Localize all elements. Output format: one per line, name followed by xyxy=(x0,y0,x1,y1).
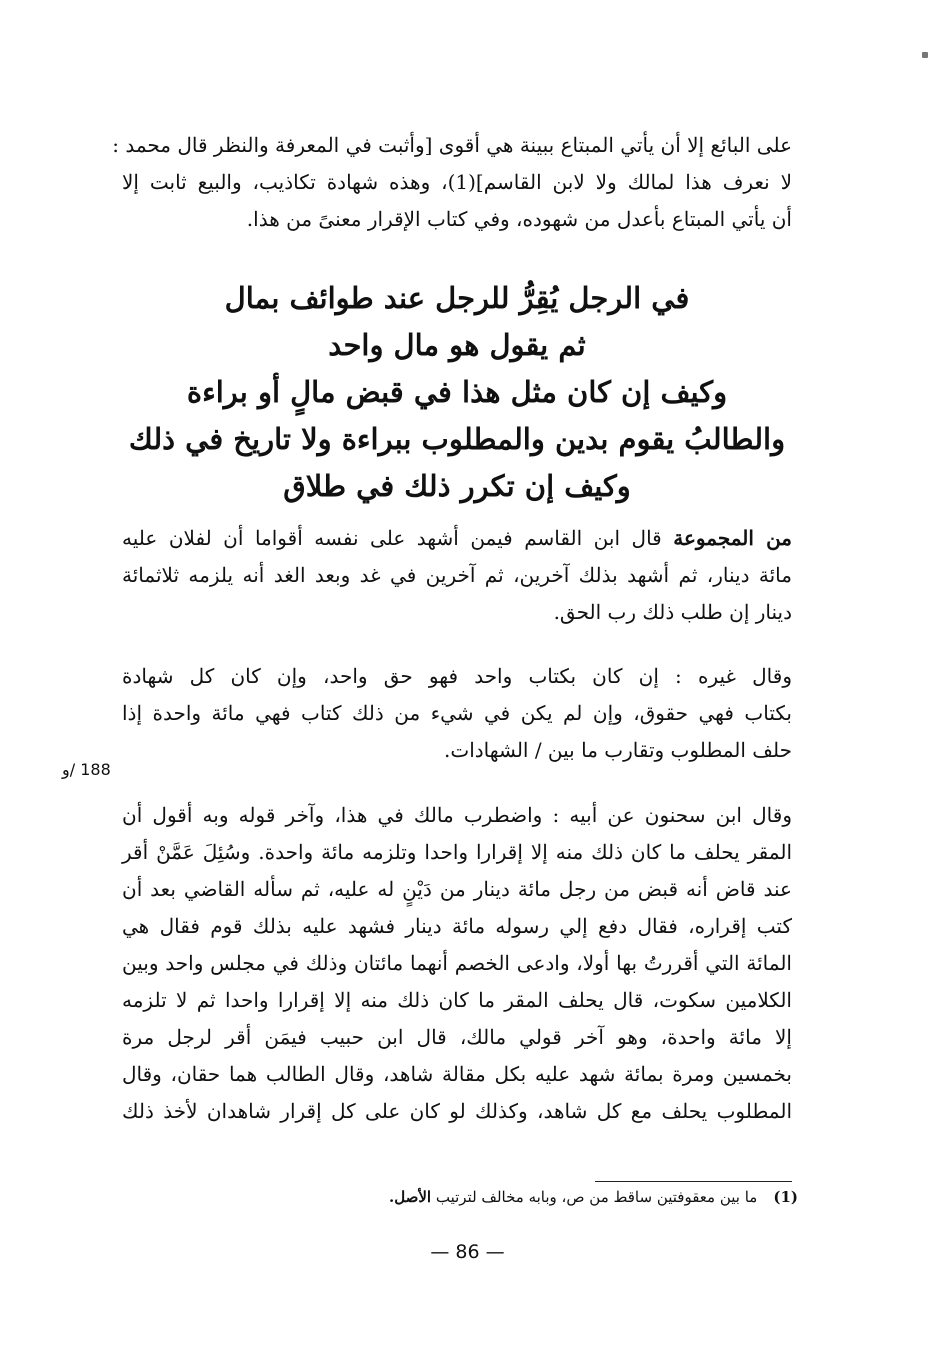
text-line: وقال غيره : إن كان بكتاب واحد فهو حق واحد، وإن كان كل شهادة xyxy=(122,664,792,688)
heading-line: في الرجل يُقِرُّ للرجل عند طوائف بمال xyxy=(224,281,690,315)
text-line: الكلامين سكوت، قال يحلف المقر ما كان ذلك منه إلا إقرارا واحدا ثم لا تلزمه xyxy=(122,988,792,1012)
text-line: على البائع إلا أن يأتي المبتاع ببينة هي أقوى [وأثبت في المعرفة والنظر قال محمد : xyxy=(112,133,792,157)
scan-speck xyxy=(922,52,928,58)
text-line: إلا مائة واحدة، وهو آخر قولي مالك، قال ابن حبيب فيمَن أقر لرجل مرة xyxy=(122,1025,792,1049)
text-line: لا نعرف هذا لمالك ولا لابن القاسم](1)، وهذه شهادة تكاذيب، والبيع ثابت إلا xyxy=(122,170,792,194)
paragraph-majmua xyxy=(122,520,792,631)
section-heading xyxy=(122,275,792,510)
source-label: من المجموعة xyxy=(673,526,793,550)
paragraph-top xyxy=(112,127,792,238)
text-line: المقر يحلف ما كان ذلك منه إلا إقرارا واحدا وتلزمه مائة واحدة. وسُئِلَ عَمَّنْ أقر xyxy=(122,840,792,864)
folio-marginal-note: 188 /و xyxy=(62,760,111,779)
text-line: المائة التي أقررتُ بها أولا، وادعى الخصم أنهما مائتان وذلك في مجلس واحد وبين xyxy=(122,951,792,975)
heading-line: والطالبُ يقوم بدين والمطلوب ببراءة ولا تاريخ في ذلك xyxy=(128,422,786,456)
heading-line: وكيف إن تكرر ذلك في طلاق xyxy=(283,469,631,503)
paragraph-ibn-sahnun xyxy=(122,797,792,1130)
text-line: بخمسين ومرة بمائة شهد عليه بكل مقالة شاهد، وقال الطالب هما حقان، وقال xyxy=(122,1062,792,1086)
footnote xyxy=(330,1188,798,1206)
text-line: حلف المطلوب وتقارب ما بين / الشهادات. xyxy=(444,738,792,762)
paragraph-ghayruh xyxy=(122,658,792,769)
footnote-separator xyxy=(595,1181,792,1182)
heading-line: وكيف إن كان مثل هذا في قبض مالٍ أو براءة xyxy=(186,375,728,409)
text-line xyxy=(122,520,792,557)
footnote-number: (1) xyxy=(773,1188,798,1206)
text-line: عند قاض أنه قبض من رجل مائة دينار من دَيْنٍ له عليه، ثم سأله القاضي بعد أن xyxy=(122,877,792,901)
text-line: دينار إن طلب ذلك رب الحق. xyxy=(553,600,792,624)
footnote-bold-word: الأصل. xyxy=(389,1188,432,1206)
text-line: كتب إقراره، فقال دفع إلي رسوله مائة دينار فشهد عليه بذلك قوم فقال هي xyxy=(122,914,792,938)
text-line: المطلوب يحلف مع كل شاهد، وكذلك لو كان على كل إقرار شاهدان لأخذ ذلك xyxy=(122,1099,792,1123)
text-line: مائة دينار، ثم أشهد بذلك آخرين، ثم آخرين في غد وبعد الغد أنه يلزمه ثلاثمائة xyxy=(122,563,792,587)
page-number: — 86 — xyxy=(430,1241,505,1263)
text-line: بكتاب فهي حقوق، وإن لم يكن في شيء من ذلك كتاب فهي مائة واحدة إذا xyxy=(122,701,792,725)
text-line: أن يأتي المبتاع بأعدل من شهوده، وفي كتاب الإقرار معنىً من هذا. xyxy=(246,207,792,231)
text-fragment: قال ابن القاسم فيمن أشهد على نفسه أقواما أن لفلان عليه xyxy=(122,526,674,550)
heading-line: ثم يقول هو مال واحد xyxy=(328,328,586,362)
footnote-text: ما بين معقوفتين ساقط من ص، وبابه مخالف لترتيب xyxy=(431,1188,758,1206)
text-line: وقال ابن سحنون عن أبيه : واضطرب مالك في هذا، وآخر قوله وبه أقول أن xyxy=(122,803,792,827)
